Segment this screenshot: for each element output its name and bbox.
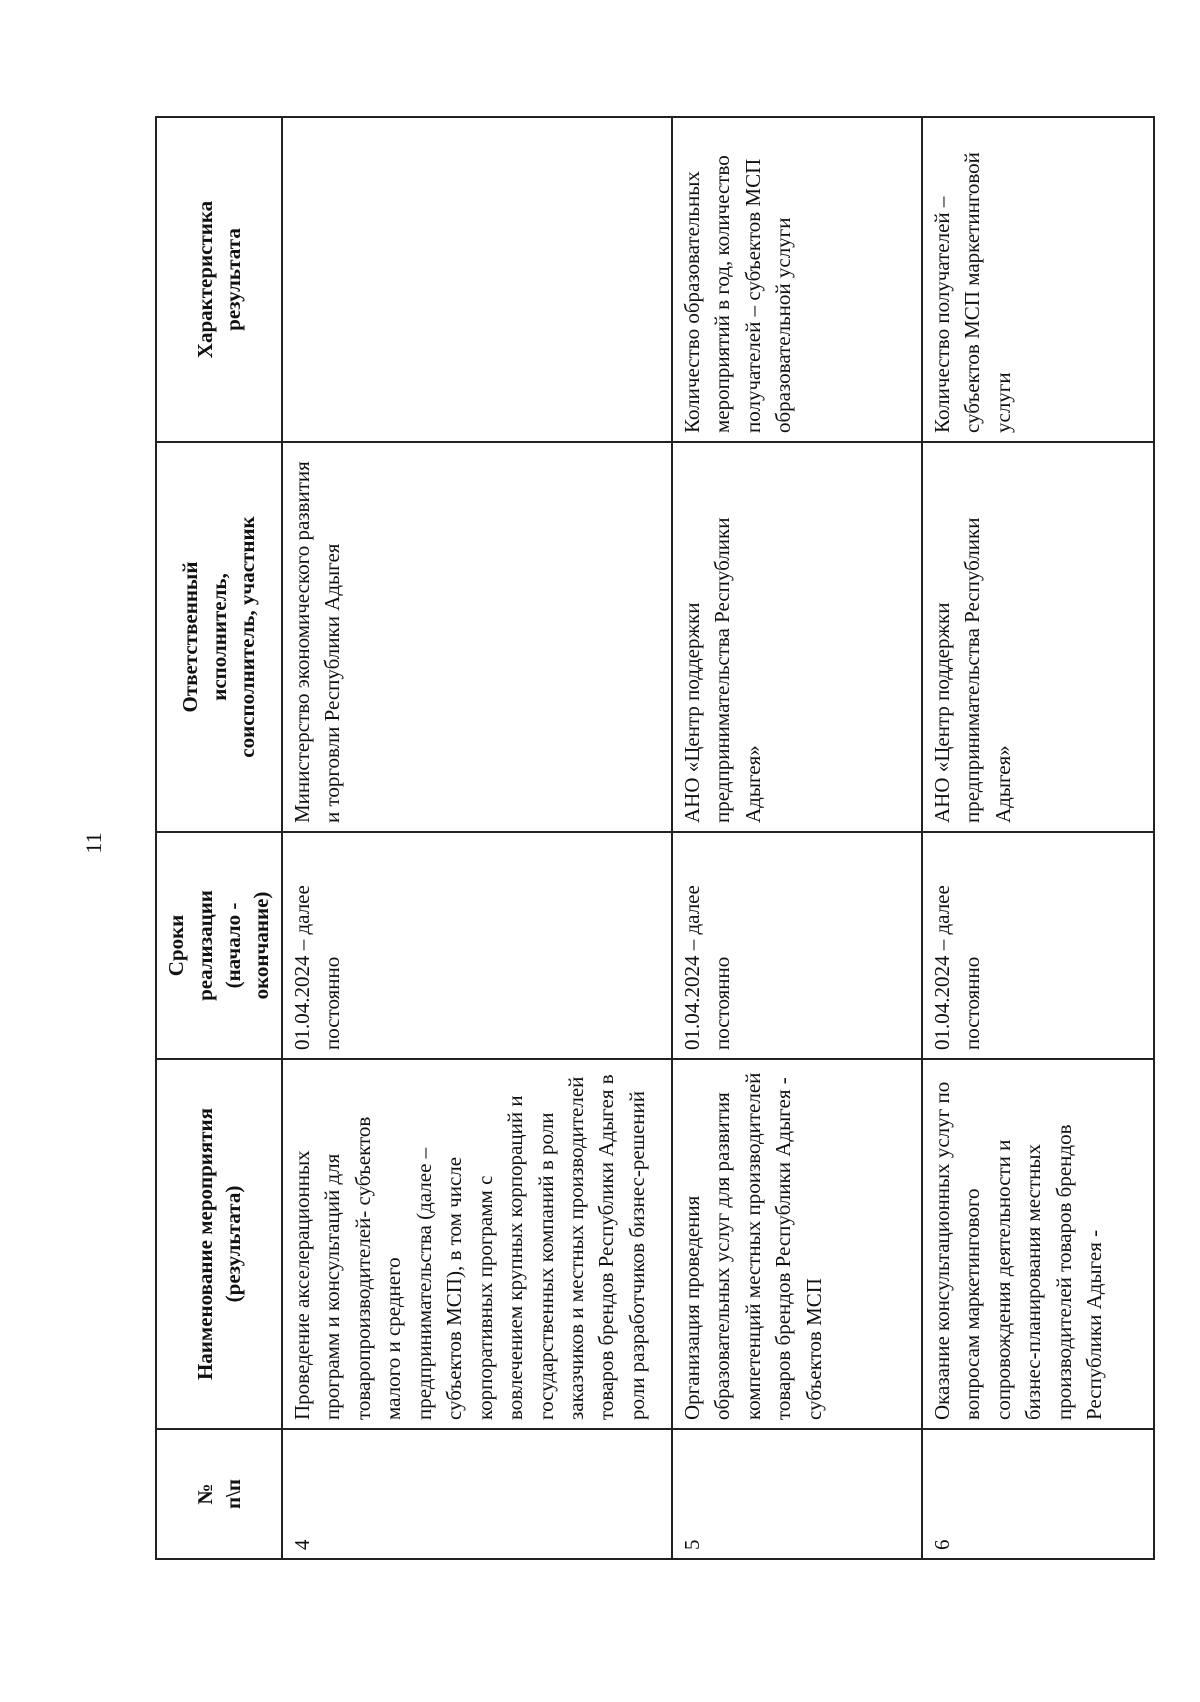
row-executor: АНО «Центр поддержки предпринимательства Республики Адыгея» [922, 442, 1154, 832]
table-row [672, 117, 922, 1559]
header-name: Наименование мероприятия (результата) [156, 1059, 282, 1429]
row-number: 5 [672, 1429, 922, 1559]
row-result: Количество образовательных мероприятий в год, количество получателей – субъектов МСП образовательной услуги [672, 117, 922, 442]
row-name: Оказание консультационных услуг по вопросам маркетингового сопровождения деятельности и бизнес-планирования местных производителей товаров брендов Республики Адыгея - [922, 1059, 1154, 1429]
row-executor: Министерство экономического развития и торговли Республики Адыгея [282, 442, 672, 832]
row-dates: 01.04.2024 – далее постоянно [282, 832, 672, 1059]
table-row [282, 117, 672, 1559]
header-executor: Ответственный исполнитель, соисполнитель, участник [156, 442, 282, 832]
row-dates: 01.04.2024 – далее постоянно [922, 832, 1154, 1059]
row-number: 4 [282, 1429, 672, 1559]
header-dates: Сроки реализации (начало - окончание) [156, 832, 282, 1059]
row-name: Организация проведения образовательных услуг для развития компетенций местных производителей товаров брендов Республики Адыгея - субъектов МСП [672, 1059, 922, 1429]
row-dates: 01.04.2024 – далее постоянно [672, 832, 922, 1059]
measures-table [155, 116, 1155, 1560]
header-result: Характеристика результата [156, 117, 282, 442]
page-number: 11 [81, 832, 106, 854]
row-name: Проведение акселерационных программ и консультаций для товаропроизводителей- субъектов малого и среднего предпринимательства (далее – субъектов МСП), в том числе корпоративных программ с вовлечением крупных корпораций и государственных компаний в роли заказчиков и местных производителей товаров брендов Республики Адыгея в роли разработчиков бизнес-решений [282, 1059, 672, 1429]
row-result [282, 117, 672, 442]
table-row [922, 117, 1154, 1559]
row-result: Количество получателей – субъектов МСП маркетинговой услуги [922, 117, 1154, 442]
table-header-row [156, 117, 282, 1559]
row-executor: АНО «Центр поддержки предпринимательства Республики Адыгея» [672, 442, 922, 832]
row-number: 6 [922, 1429, 1154, 1559]
header-number: № п\п [156, 1429, 282, 1559]
table-wrapper [155, 118, 1155, 1560]
